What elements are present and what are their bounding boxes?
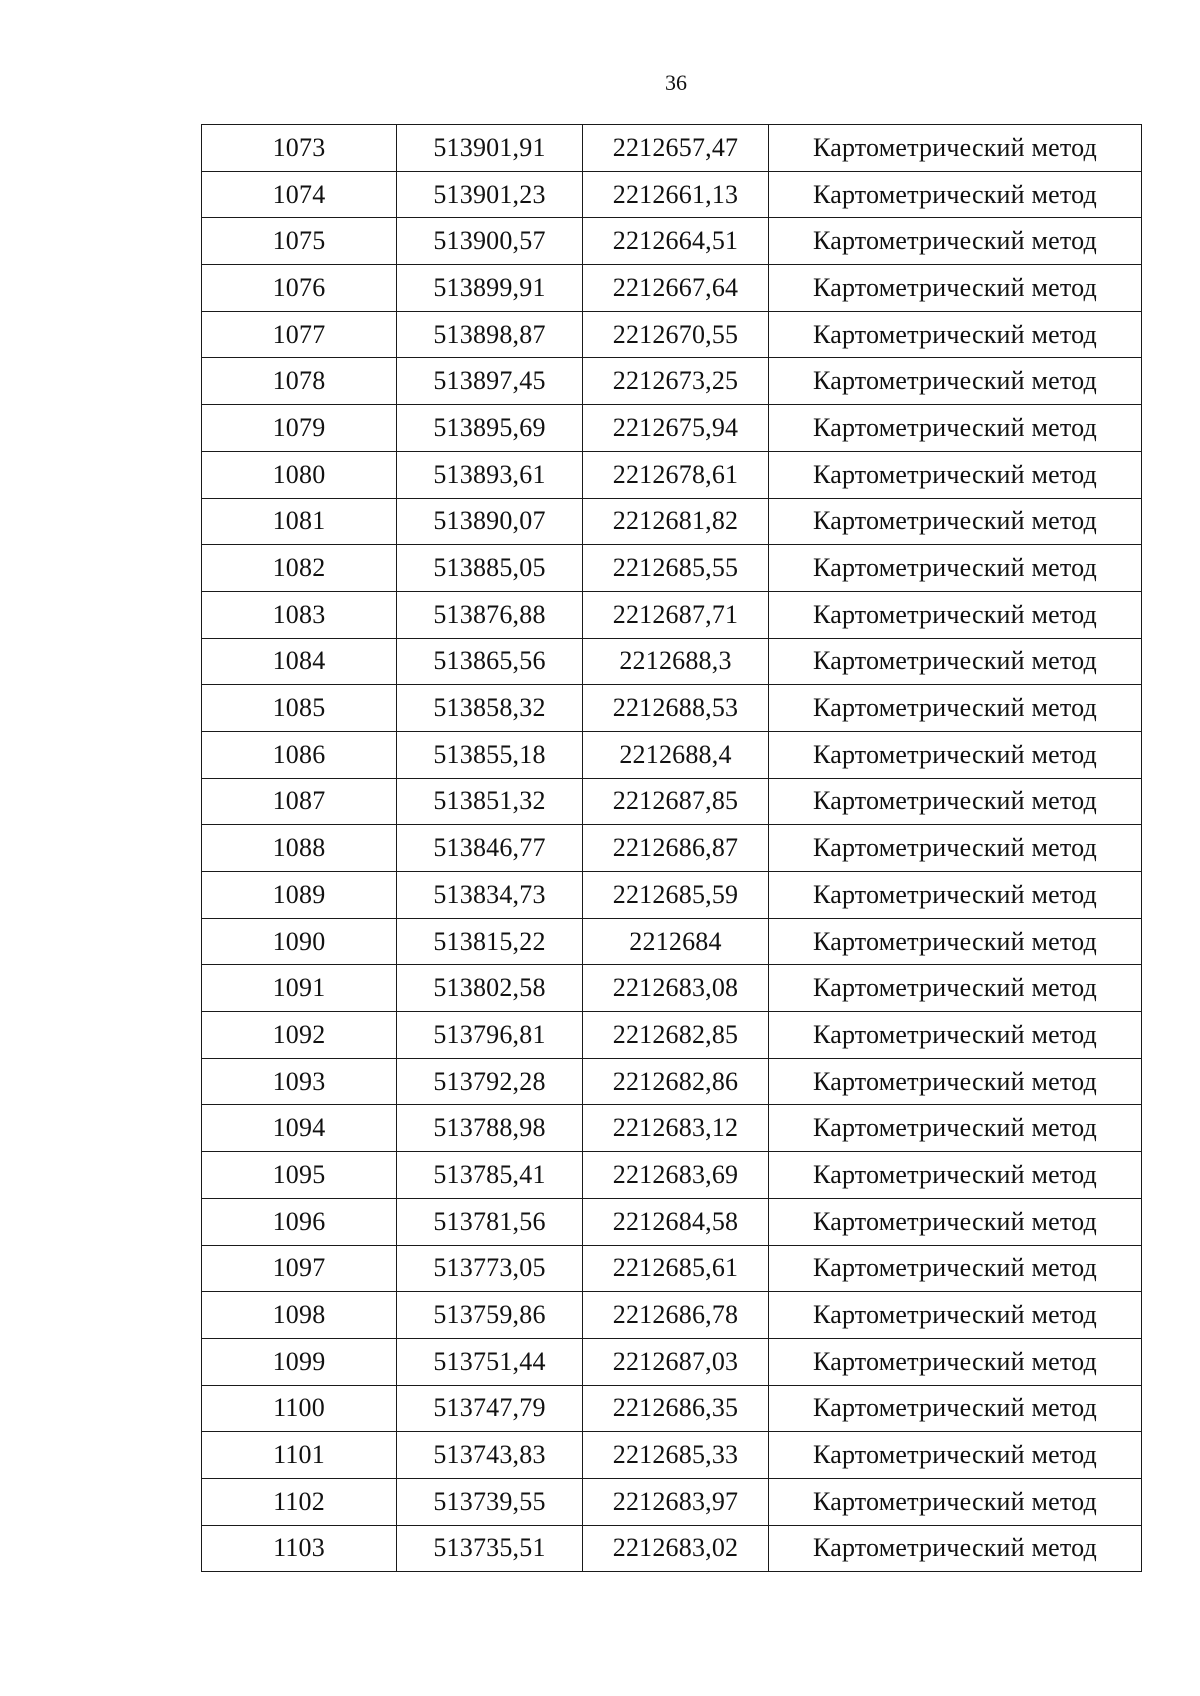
point-number-cell: 1082 — [202, 545, 397, 592]
x-coordinate-cell: 513747,79 — [397, 1385, 583, 1432]
table-row — [202, 1478, 1142, 1525]
method-cell: Картометрический метод — [769, 918, 1142, 965]
x-coordinate-cell: 513897,45 — [397, 358, 583, 405]
x-coordinate-cell: 513759,86 — [397, 1292, 583, 1339]
y-coordinate-cell: 2212687,85 — [583, 778, 769, 825]
x-coordinate-cell: 513751,44 — [397, 1338, 583, 1385]
x-coordinate-cell: 513895,69 — [397, 405, 583, 452]
method-cell: Картометрический метод — [769, 778, 1142, 825]
y-coordinate-cell: 2212673,25 — [583, 358, 769, 405]
point-number-cell: 1086 — [202, 731, 397, 778]
point-number-cell: 1089 — [202, 872, 397, 919]
table-row — [202, 1338, 1142, 1385]
point-number-cell: 1103 — [202, 1525, 397, 1572]
table-row — [202, 405, 1142, 452]
y-coordinate-cell: 2212681,82 — [583, 498, 769, 545]
point-number-cell: 1076 — [202, 265, 397, 312]
y-coordinate-cell: 2212683,08 — [583, 965, 769, 1012]
method-cell: Картометрический метод — [769, 965, 1142, 1012]
x-coordinate-cell: 513846,77 — [397, 825, 583, 872]
method-cell: Картометрический метод — [769, 358, 1142, 405]
y-coordinate-cell: 2212685,59 — [583, 872, 769, 919]
x-coordinate-cell: 513743,83 — [397, 1432, 583, 1479]
x-coordinate-cell: 513855,18 — [397, 731, 583, 778]
method-cell: Картометрический метод — [769, 311, 1142, 358]
table-row — [202, 265, 1142, 312]
method-cell: Картометрический метод — [769, 685, 1142, 732]
point-number-cell: 1099 — [202, 1338, 397, 1385]
x-coordinate-cell: 513735,51 — [397, 1525, 583, 1572]
x-coordinate-cell: 513851,32 — [397, 778, 583, 825]
y-coordinate-cell: 2212683,69 — [583, 1152, 769, 1199]
point-number-cell: 1100 — [202, 1385, 397, 1432]
y-coordinate-cell: 2212670,55 — [583, 311, 769, 358]
point-number-cell: 1096 — [202, 1198, 397, 1245]
table-row — [202, 1058, 1142, 1105]
y-coordinate-cell: 2212675,94 — [583, 405, 769, 452]
y-coordinate-cell: 2212683,97 — [583, 1478, 769, 1525]
point-number-cell: 1097 — [202, 1245, 397, 1292]
x-coordinate-cell: 513858,32 — [397, 685, 583, 732]
point-number-cell: 1083 — [202, 591, 397, 638]
table-row — [202, 218, 1142, 265]
method-cell: Картометрический метод — [769, 125, 1142, 172]
method-cell: Картометрический метод — [769, 731, 1142, 778]
method-cell: Картометрический метод — [769, 872, 1142, 919]
table-row — [202, 1432, 1142, 1479]
x-coordinate-cell: 513815,22 — [397, 918, 583, 965]
y-coordinate-cell: 2212683,12 — [583, 1105, 769, 1152]
y-coordinate-cell: 2212682,85 — [583, 1012, 769, 1059]
point-number-cell: 1078 — [202, 358, 397, 405]
point-number-cell: 1075 — [202, 218, 397, 265]
method-cell: Картометрический метод — [769, 451, 1142, 498]
y-coordinate-cell: 2212686,87 — [583, 825, 769, 872]
point-number-cell: 1098 — [202, 1292, 397, 1339]
point-number-cell: 1085 — [202, 685, 397, 732]
method-cell: Картометрический метод — [769, 218, 1142, 265]
method-cell: Картометрический метод — [769, 1338, 1142, 1385]
y-coordinate-cell: 2212686,78 — [583, 1292, 769, 1339]
method-cell: Картометрический метод — [769, 265, 1142, 312]
table-row — [202, 1292, 1142, 1339]
table-row — [202, 125, 1142, 172]
table-row — [202, 638, 1142, 685]
table-row — [202, 545, 1142, 592]
x-coordinate-cell: 513785,41 — [397, 1152, 583, 1199]
point-number-cell: 1088 — [202, 825, 397, 872]
method-cell: Картометрический метод — [769, 1198, 1142, 1245]
method-cell: Картометрический метод — [769, 545, 1142, 592]
x-coordinate-cell: 513788,98 — [397, 1105, 583, 1152]
y-coordinate-cell: 2212688,3 — [583, 638, 769, 685]
method-cell: Картометрический метод — [769, 591, 1142, 638]
method-cell: Картометрический метод — [769, 1152, 1142, 1199]
y-coordinate-cell: 2212686,35 — [583, 1385, 769, 1432]
table-row — [202, 451, 1142, 498]
coordinates-table — [201, 124, 1142, 1572]
method-cell: Картометрический метод — [769, 405, 1142, 452]
x-coordinate-cell: 513834,73 — [397, 872, 583, 919]
y-coordinate-cell: 2212683,02 — [583, 1525, 769, 1572]
method-cell: Картометрический метод — [769, 825, 1142, 872]
table-row — [202, 825, 1142, 872]
method-cell: Картометрический метод — [769, 1245, 1142, 1292]
table-row — [202, 872, 1142, 919]
method-cell: Картометрический метод — [769, 1432, 1142, 1479]
table-row — [202, 965, 1142, 1012]
table-row — [202, 1198, 1142, 1245]
x-coordinate-cell: 513901,23 — [397, 171, 583, 218]
point-number-cell: 1080 — [202, 451, 397, 498]
x-coordinate-cell: 513773,05 — [397, 1245, 583, 1292]
method-cell: Картометрический метод — [769, 171, 1142, 218]
y-coordinate-cell: 2212684 — [583, 918, 769, 965]
y-coordinate-cell: 2212682,86 — [583, 1058, 769, 1105]
y-coordinate-cell: 2212688,53 — [583, 685, 769, 732]
y-coordinate-cell: 2212684,58 — [583, 1198, 769, 1245]
x-coordinate-cell: 513796,81 — [397, 1012, 583, 1059]
x-coordinate-cell: 513781,56 — [397, 1198, 583, 1245]
table-row — [202, 1385, 1142, 1432]
x-coordinate-cell: 513792,28 — [397, 1058, 583, 1105]
x-coordinate-cell: 513893,61 — [397, 451, 583, 498]
y-coordinate-cell: 2212685,55 — [583, 545, 769, 592]
x-coordinate-cell: 513885,05 — [397, 545, 583, 592]
point-number-cell: 1095 — [202, 1152, 397, 1199]
y-coordinate-cell: 2212688,4 — [583, 731, 769, 778]
table-row — [202, 918, 1142, 965]
method-cell: Картометрический метод — [769, 638, 1142, 685]
point-number-cell: 1091 — [202, 965, 397, 1012]
point-number-cell: 1101 — [202, 1432, 397, 1479]
method-cell: Картометрический метод — [769, 1478, 1142, 1525]
point-number-cell: 1087 — [202, 778, 397, 825]
table-row — [202, 731, 1142, 778]
y-coordinate-cell: 2212657,47 — [583, 125, 769, 172]
method-cell: Картометрический метод — [769, 498, 1142, 545]
y-coordinate-cell: 2212661,13 — [583, 171, 769, 218]
x-coordinate-cell: 513900,57 — [397, 218, 583, 265]
table-row — [202, 498, 1142, 545]
point-number-cell: 1079 — [202, 405, 397, 452]
method-cell: Картометрический метод — [769, 1105, 1142, 1152]
point-number-cell: 1081 — [202, 498, 397, 545]
table-row — [202, 591, 1142, 638]
point-number-cell: 1077 — [202, 311, 397, 358]
point-number-cell: 1093 — [202, 1058, 397, 1105]
x-coordinate-cell: 513899,91 — [397, 265, 583, 312]
x-coordinate-cell: 513802,58 — [397, 965, 583, 1012]
table-row — [202, 1245, 1142, 1292]
table-body — [202, 125, 1142, 1572]
point-number-cell: 1102 — [202, 1478, 397, 1525]
x-coordinate-cell: 513890,07 — [397, 498, 583, 545]
y-coordinate-cell: 2212667,64 — [583, 265, 769, 312]
table-row — [202, 778, 1142, 825]
y-coordinate-cell: 2212685,61 — [583, 1245, 769, 1292]
method-cell: Картометрический метод — [769, 1292, 1142, 1339]
x-coordinate-cell: 513739,55 — [397, 1478, 583, 1525]
table-row — [202, 1152, 1142, 1199]
point-number-cell: 1073 — [202, 125, 397, 172]
x-coordinate-cell: 513901,91 — [397, 125, 583, 172]
x-coordinate-cell: 513898,87 — [397, 311, 583, 358]
point-number-cell: 1090 — [202, 918, 397, 965]
table-row — [202, 311, 1142, 358]
table-row — [202, 1012, 1142, 1059]
point-number-cell: 1074 — [202, 171, 397, 218]
y-coordinate-cell: 2212678,61 — [583, 451, 769, 498]
y-coordinate-cell: 2212687,71 — [583, 591, 769, 638]
method-cell: Картометрический метод — [769, 1385, 1142, 1432]
y-coordinate-cell: 2212687,03 — [583, 1338, 769, 1385]
y-coordinate-cell: 2212685,33 — [583, 1432, 769, 1479]
point-number-cell: 1094 — [202, 1105, 397, 1152]
point-number-cell: 1084 — [202, 638, 397, 685]
method-cell: Картометрический метод — [769, 1525, 1142, 1572]
table-row — [202, 1105, 1142, 1152]
page-number: 36 — [665, 70, 687, 95]
method-cell: Картометрический метод — [769, 1058, 1142, 1105]
x-coordinate-cell: 513865,56 — [397, 638, 583, 685]
point-number-cell: 1092 — [202, 1012, 397, 1059]
table-row — [202, 171, 1142, 218]
y-coordinate-cell: 2212664,51 — [583, 218, 769, 265]
table-row — [202, 1525, 1142, 1572]
table-row — [202, 358, 1142, 405]
method-cell: Картометрический метод — [769, 1012, 1142, 1059]
table-row — [202, 685, 1142, 732]
x-coordinate-cell: 513876,88 — [397, 591, 583, 638]
